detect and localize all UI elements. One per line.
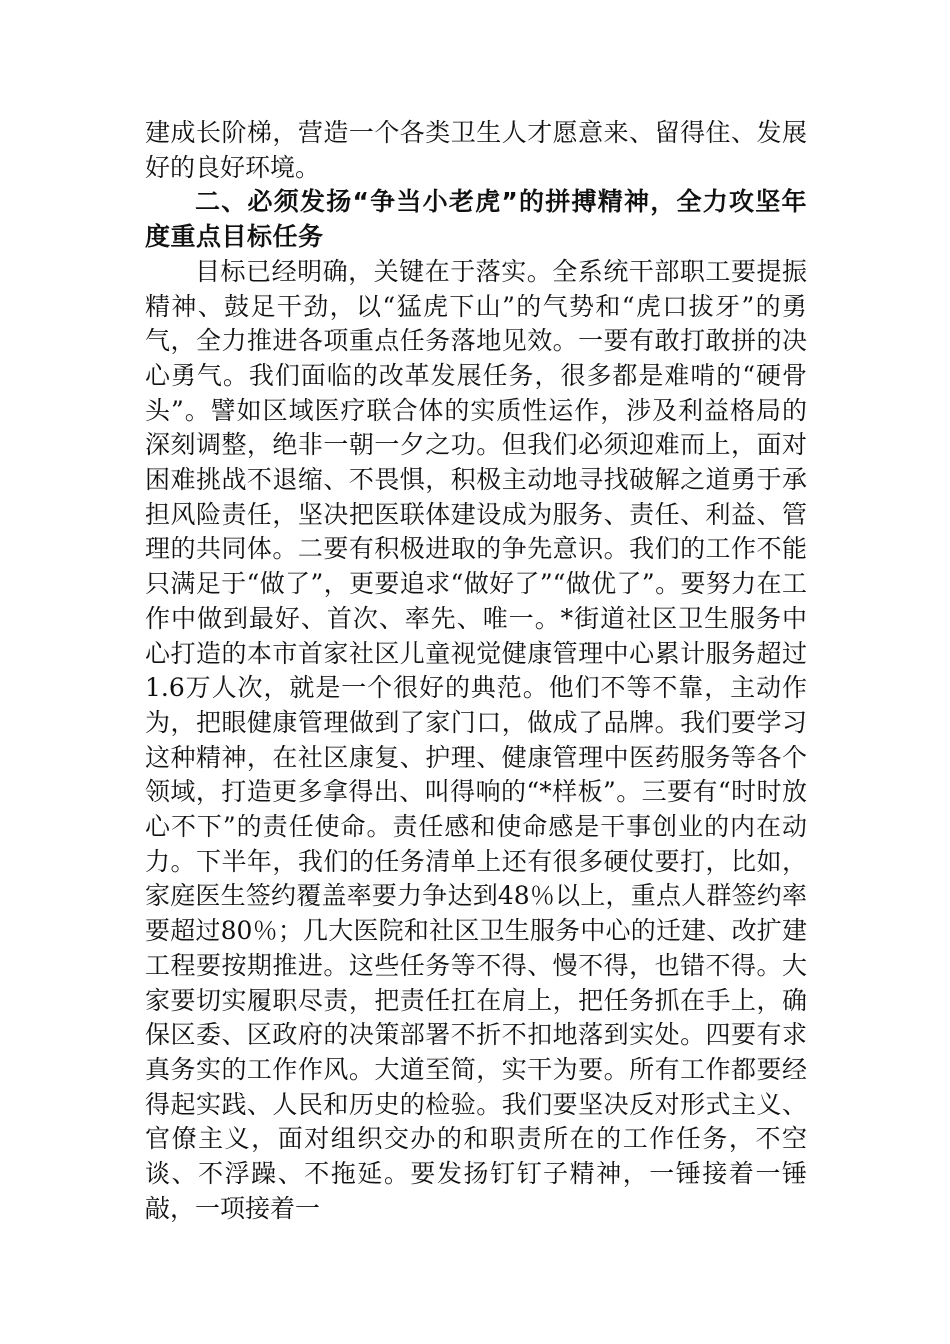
- document-body: [145, 116, 807, 1227]
- paragraph-continuation: 建成长阶梯，营造一个各类卫生人才愿意来、留得住、发展好的良好环境。: [145, 118, 807, 182]
- section-heading: 二、必须发扬“争当小老虎”的拼搏精神，全力攻坚年度重点目标任务: [145, 187, 807, 252]
- paragraph-body: 目标已经明确，关键在于落实。全系统干部职工要提振精神、鼓足干劲，以“猛虎下山”的气势和“虎口拔牙”的勇气，全力推进各项重点任务落地见效。一要有敢打敢拼的决心勇气。我们面临的改革发展任务，很多都是难啃的“硬骨头”。譬如区域医疗联合体的实质性运作，涉及利益格局的深刻调整，绝非一朝一夕之功。但我们必须迎难而上，面对困难挑战不退缩、不畏惧，积极主动地寻找破解之道勇于承担风险责任，坚决把医联体建设成为服务、责任、利益、管理的共同体。二要有积极进取的争先意识。我们的工作不能只满足于“做了”，更要追求“做好了”“做优了”。要努力在工作中做到最好、首次、率先、唯一。*街道社区卫生服务中心打造的本市首家社区儿童视觉健康管理中心累计服务超过1.6万人次，就是一个很好的典范。他们不等不靠，主动作为，把眼健康管理做到了家门口，做成了品牌。我们要学习这种精神，在社区康复、护理、健康管理中医药服务等各个领域，打造更多拿得出、叫得响的“*样板”。三要有“时时放心不下”的责任使命。责任感和使命感是干事创业的内在动力。下半年，我们的任务清单上还有很多硬仗要打，比如，家庭医生签约覆盖率要力争达到48％以上，重点人群签约率要超过80％；几大医院和社区卫生服务中心的迁建、改扩建工程要按期推进。这些任务等不得、慢不得，也错不得。大家要切实履职尽责，把责任扛在肩上，把任务抓在手上，确保区委、区政府的决策部署不折不扣地落到实处。四要有求真务实的工作作风。大道至简，实干为要。所有工作都要经得起实践、人民和历史的检验。我们要坚决反对形式主义、官僚主义，面对组织交办的和职责所在的工作任务，不空谈、不浮躁、不拖延。要发扬钉钉子精神，一锤接着一锤敲，一项接着一: [145, 256, 807, 1223]
